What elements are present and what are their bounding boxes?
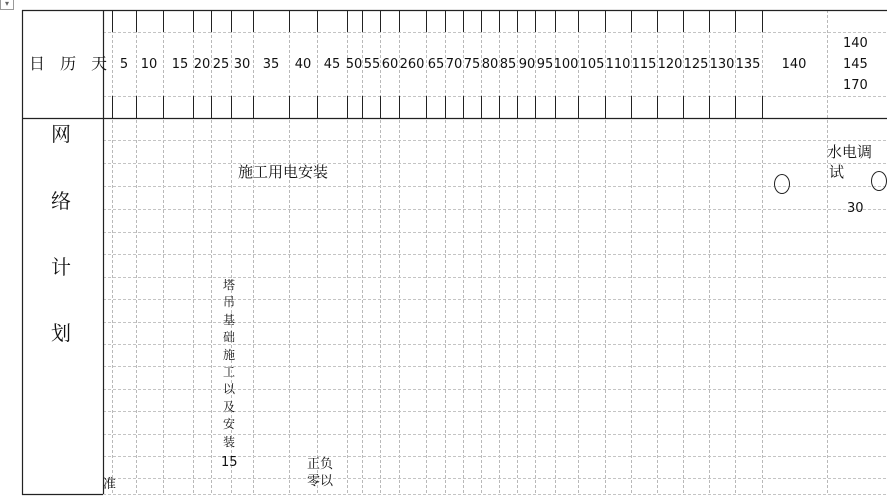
tick-label: 70 [445, 57, 463, 72]
crane-char: 安 [222, 417, 235, 432]
tick-label: 115 [631, 57, 657, 72]
tick-label: 85 [499, 57, 517, 72]
crane-char: 吊 [222, 295, 235, 310]
task-crane-install [221, 277, 237, 451]
last-col-value-3: 170 [843, 78, 868, 93]
task-bottom-left: 准 [103, 477, 117, 492]
task-bottom-mid-line1: 正负 [307, 457, 334, 472]
tick-label: 105 [579, 57, 605, 72]
task-water-test-line2: 试 [829, 163, 845, 181]
tick-label: 45 [323, 57, 341, 72]
crane-char: 基 [222, 312, 235, 327]
tick-label: 40 [294, 57, 312, 72]
side-char-2: 络 [51, 189, 71, 213]
last-col-value-1: 140 [843, 36, 868, 51]
tick-label: 50 [345, 57, 363, 72]
collapse-arrow-icon[interactable]: ▾ [0, 0, 14, 10]
tick-label: 100 [553, 57, 579, 72]
side-char-1: 网 [51, 122, 71, 146]
calendar-days-label: 日 历 天 [29, 54, 113, 73]
crane-char: 础 [222, 330, 235, 345]
crane-char: 以 [222, 382, 235, 397]
network-node-right [871, 171, 887, 191]
tick-label: 135 [735, 57, 761, 72]
task-bottom-mid-line2: 零以 [307, 474, 334, 489]
task-water-test-days: 30 [847, 201, 864, 216]
tick-label: 30 [233, 57, 251, 72]
tick-label: 5 [119, 57, 129, 72]
last-col-value-2: 145 [843, 57, 868, 72]
tick-label: 110 [605, 57, 631, 72]
tick-label: 65 [427, 57, 445, 72]
network-node-left [774, 174, 790, 194]
side-char-3: 计 [51, 255, 71, 279]
tick-label: 95 [536, 57, 554, 72]
tick-label: 90 [518, 57, 536, 72]
side-char-4: 划 [51, 321, 71, 345]
crane-char: 装 [222, 434, 235, 449]
task-crane-days: 15 [221, 455, 238, 470]
tick-label: 55 [363, 57, 381, 72]
crane-char: 塔 [222, 278, 235, 292]
tick-label: 15 [171, 57, 189, 72]
tick-label: 140 [781, 57, 807, 72]
task-power-install: 施工用电安装 [238, 163, 329, 181]
tick-label: 25 [212, 57, 230, 72]
tick-label: 80 [481, 57, 499, 72]
tick-label: 120 [657, 57, 683, 72]
crane-char: 工 [222, 365, 235, 380]
tick-label: 130 [709, 57, 735, 72]
task-water-test-line1: 水电调 [827, 143, 873, 161]
tick-label: 35 [262, 57, 280, 72]
tick-label: 60 [381, 57, 399, 72]
tick-label: 20 [193, 57, 211, 72]
tick-label: 260 [399, 57, 425, 72]
crane-char: 施 [222, 347, 235, 362]
tick-label: 10 [140, 57, 158, 72]
tick-label: 75 [463, 57, 481, 72]
tick-label: 125 [683, 57, 709, 72]
crane-char: 及 [222, 399, 235, 414]
